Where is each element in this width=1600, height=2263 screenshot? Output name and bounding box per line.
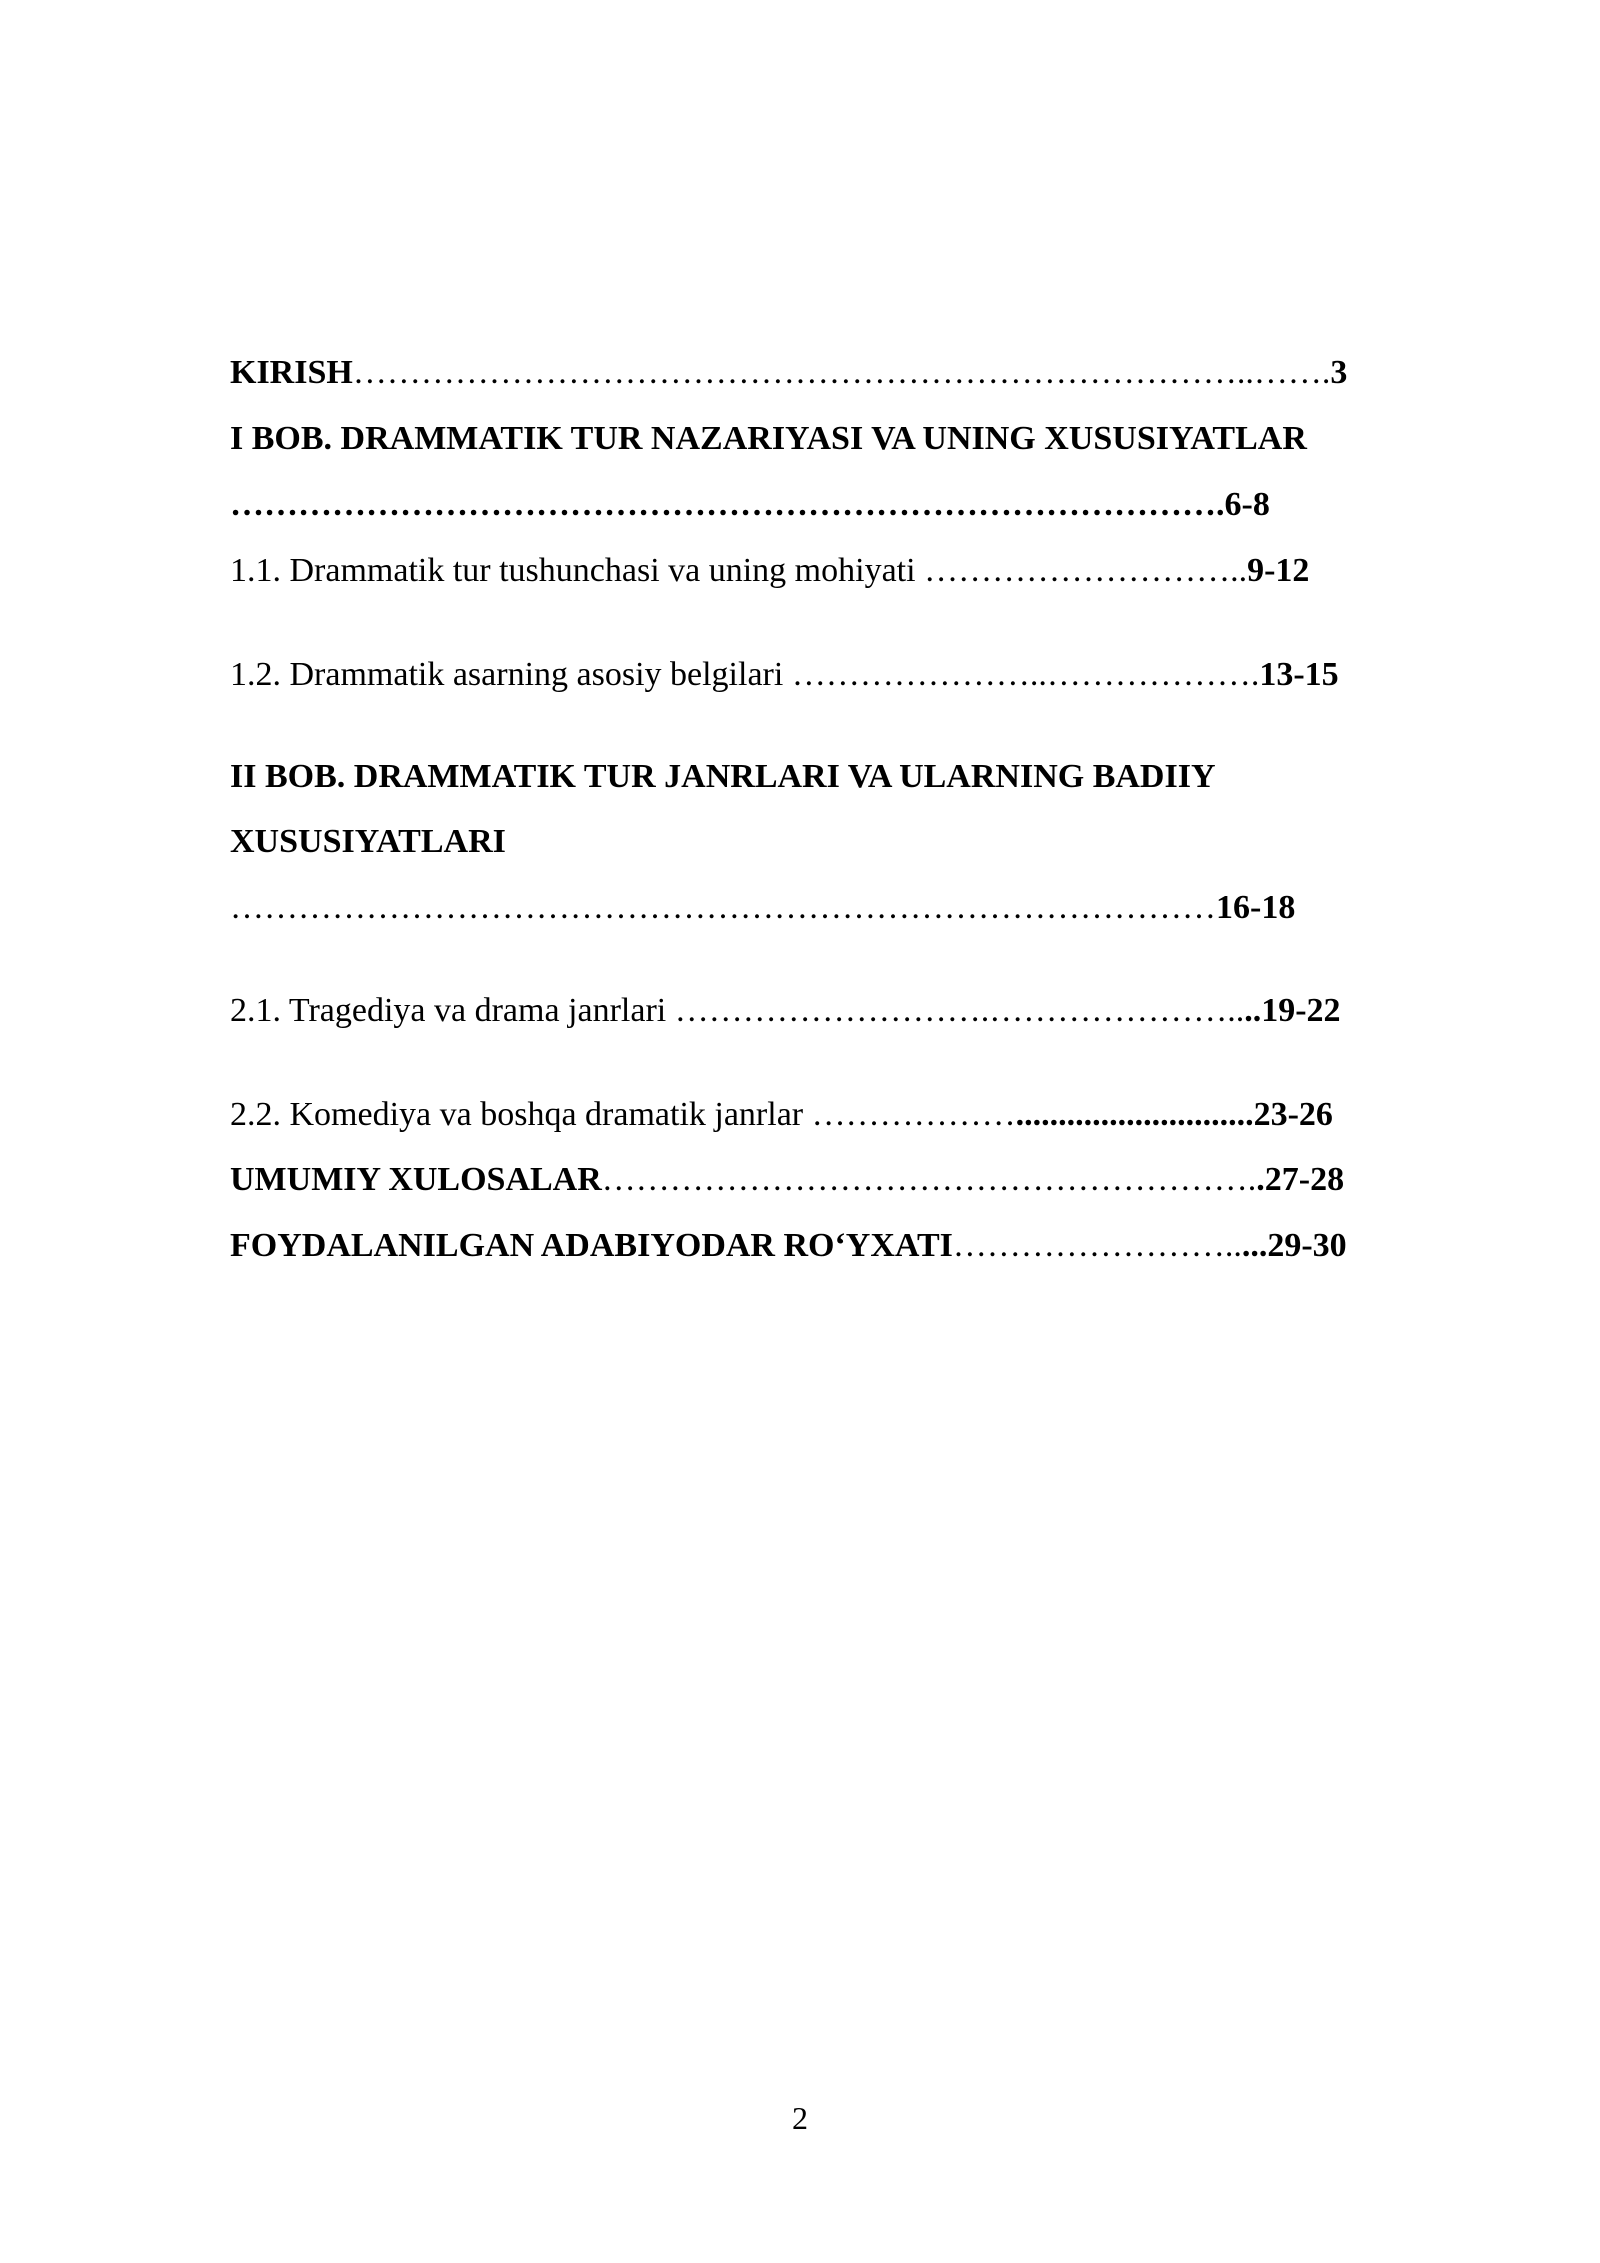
toc-title: UMUMIY XULOSALAR xyxy=(230,1161,602,1198)
toc-page-number: ...29-30 xyxy=(1241,1227,1347,1264)
toc-page-number: .27-28 xyxy=(1256,1161,1345,1198)
toc-title: 2.1. Tragediya va drama janrlari xyxy=(230,992,675,1029)
toc-leader-dots: …………………………………………………. xyxy=(601,1161,1257,1198)
toc-entry-bob2-title-line2[interactable] xyxy=(230,822,506,862)
toc-leader-dots: …………………………………………………………………………… xyxy=(230,486,1216,523)
page-number: 2 xyxy=(792,2100,808,2136)
toc-entry-bob2-title-line1[interactable] xyxy=(230,757,1216,797)
toc-entry-bob2-page[interactable] xyxy=(230,888,1295,928)
toc-title: I BOB. DRAMMATIK TUR NAZARIYASI VA UNING XUSUSIYATLAR xyxy=(230,420,1307,457)
toc-entry-2-1[interactable] xyxy=(230,991,1341,1031)
toc-entry-adabiyot[interactable] xyxy=(230,1226,1347,1266)
toc-leader-dots: …………………………………………………………………………… xyxy=(230,889,1216,926)
toc-title: XUSUSIYATLARI xyxy=(230,823,506,860)
toc-entry-bob1-page[interactable] xyxy=(230,485,1270,525)
toc-entry-2-2[interactable] xyxy=(230,1095,1333,1135)
toc-leader-dots: ……………………….………………….. xyxy=(674,992,1245,1029)
toc-page-number: 13-15 xyxy=(1259,656,1339,693)
toc-title: 1.1. Drammatik tur tushunchasi va uning mohiyati xyxy=(230,552,925,589)
toc-entry-kirish[interactable] xyxy=(230,353,1347,393)
toc-title: 1.2. Drammatik asarning asosiy belgilari xyxy=(230,656,792,693)
toc-leader-dots: ……………………….. xyxy=(924,552,1248,589)
toc-entry-bob1-title[interactable] xyxy=(230,419,1307,459)
toc-page-number: 23-26 xyxy=(1253,1096,1333,1133)
toc-entry-1-1[interactable] xyxy=(230,551,1309,591)
toc-title: KIRISH xyxy=(230,354,353,391)
toc-page-number: ..19-22 xyxy=(1244,992,1341,1029)
toc-page-number: .6-8 xyxy=(1216,486,1270,523)
toc-entry-xulosa[interactable] xyxy=(230,1160,1344,1200)
toc-page-number: 3 xyxy=(1330,354,1348,391)
toc-leader-dots: …………………..………………. xyxy=(791,656,1260,693)
toc-leader-dots-bold: ............................ xyxy=(1015,1096,1254,1133)
toc-leader-dots: …………………….. xyxy=(952,1227,1242,1264)
toc-leader-dots: ……………… xyxy=(811,1096,1016,1133)
toc-title: II BOB. DRAMMATIK TUR JANRLARI VA ULARNING BADIIY xyxy=(230,758,1216,795)
toc-title: FOYDALANILGAN ADABIYODAR RO‘YXATI xyxy=(230,1227,953,1264)
toc-entry-1-2[interactable] xyxy=(230,655,1339,695)
toc-leader-dots: ……………………………………………………………………..……. xyxy=(352,354,1331,391)
toc-page-number: 9-12 xyxy=(1247,552,1310,589)
toc-page-number: 16-18 xyxy=(1216,889,1296,926)
toc-title: 2.2. Komediya va boshqa dramatik janrlar xyxy=(230,1096,812,1133)
